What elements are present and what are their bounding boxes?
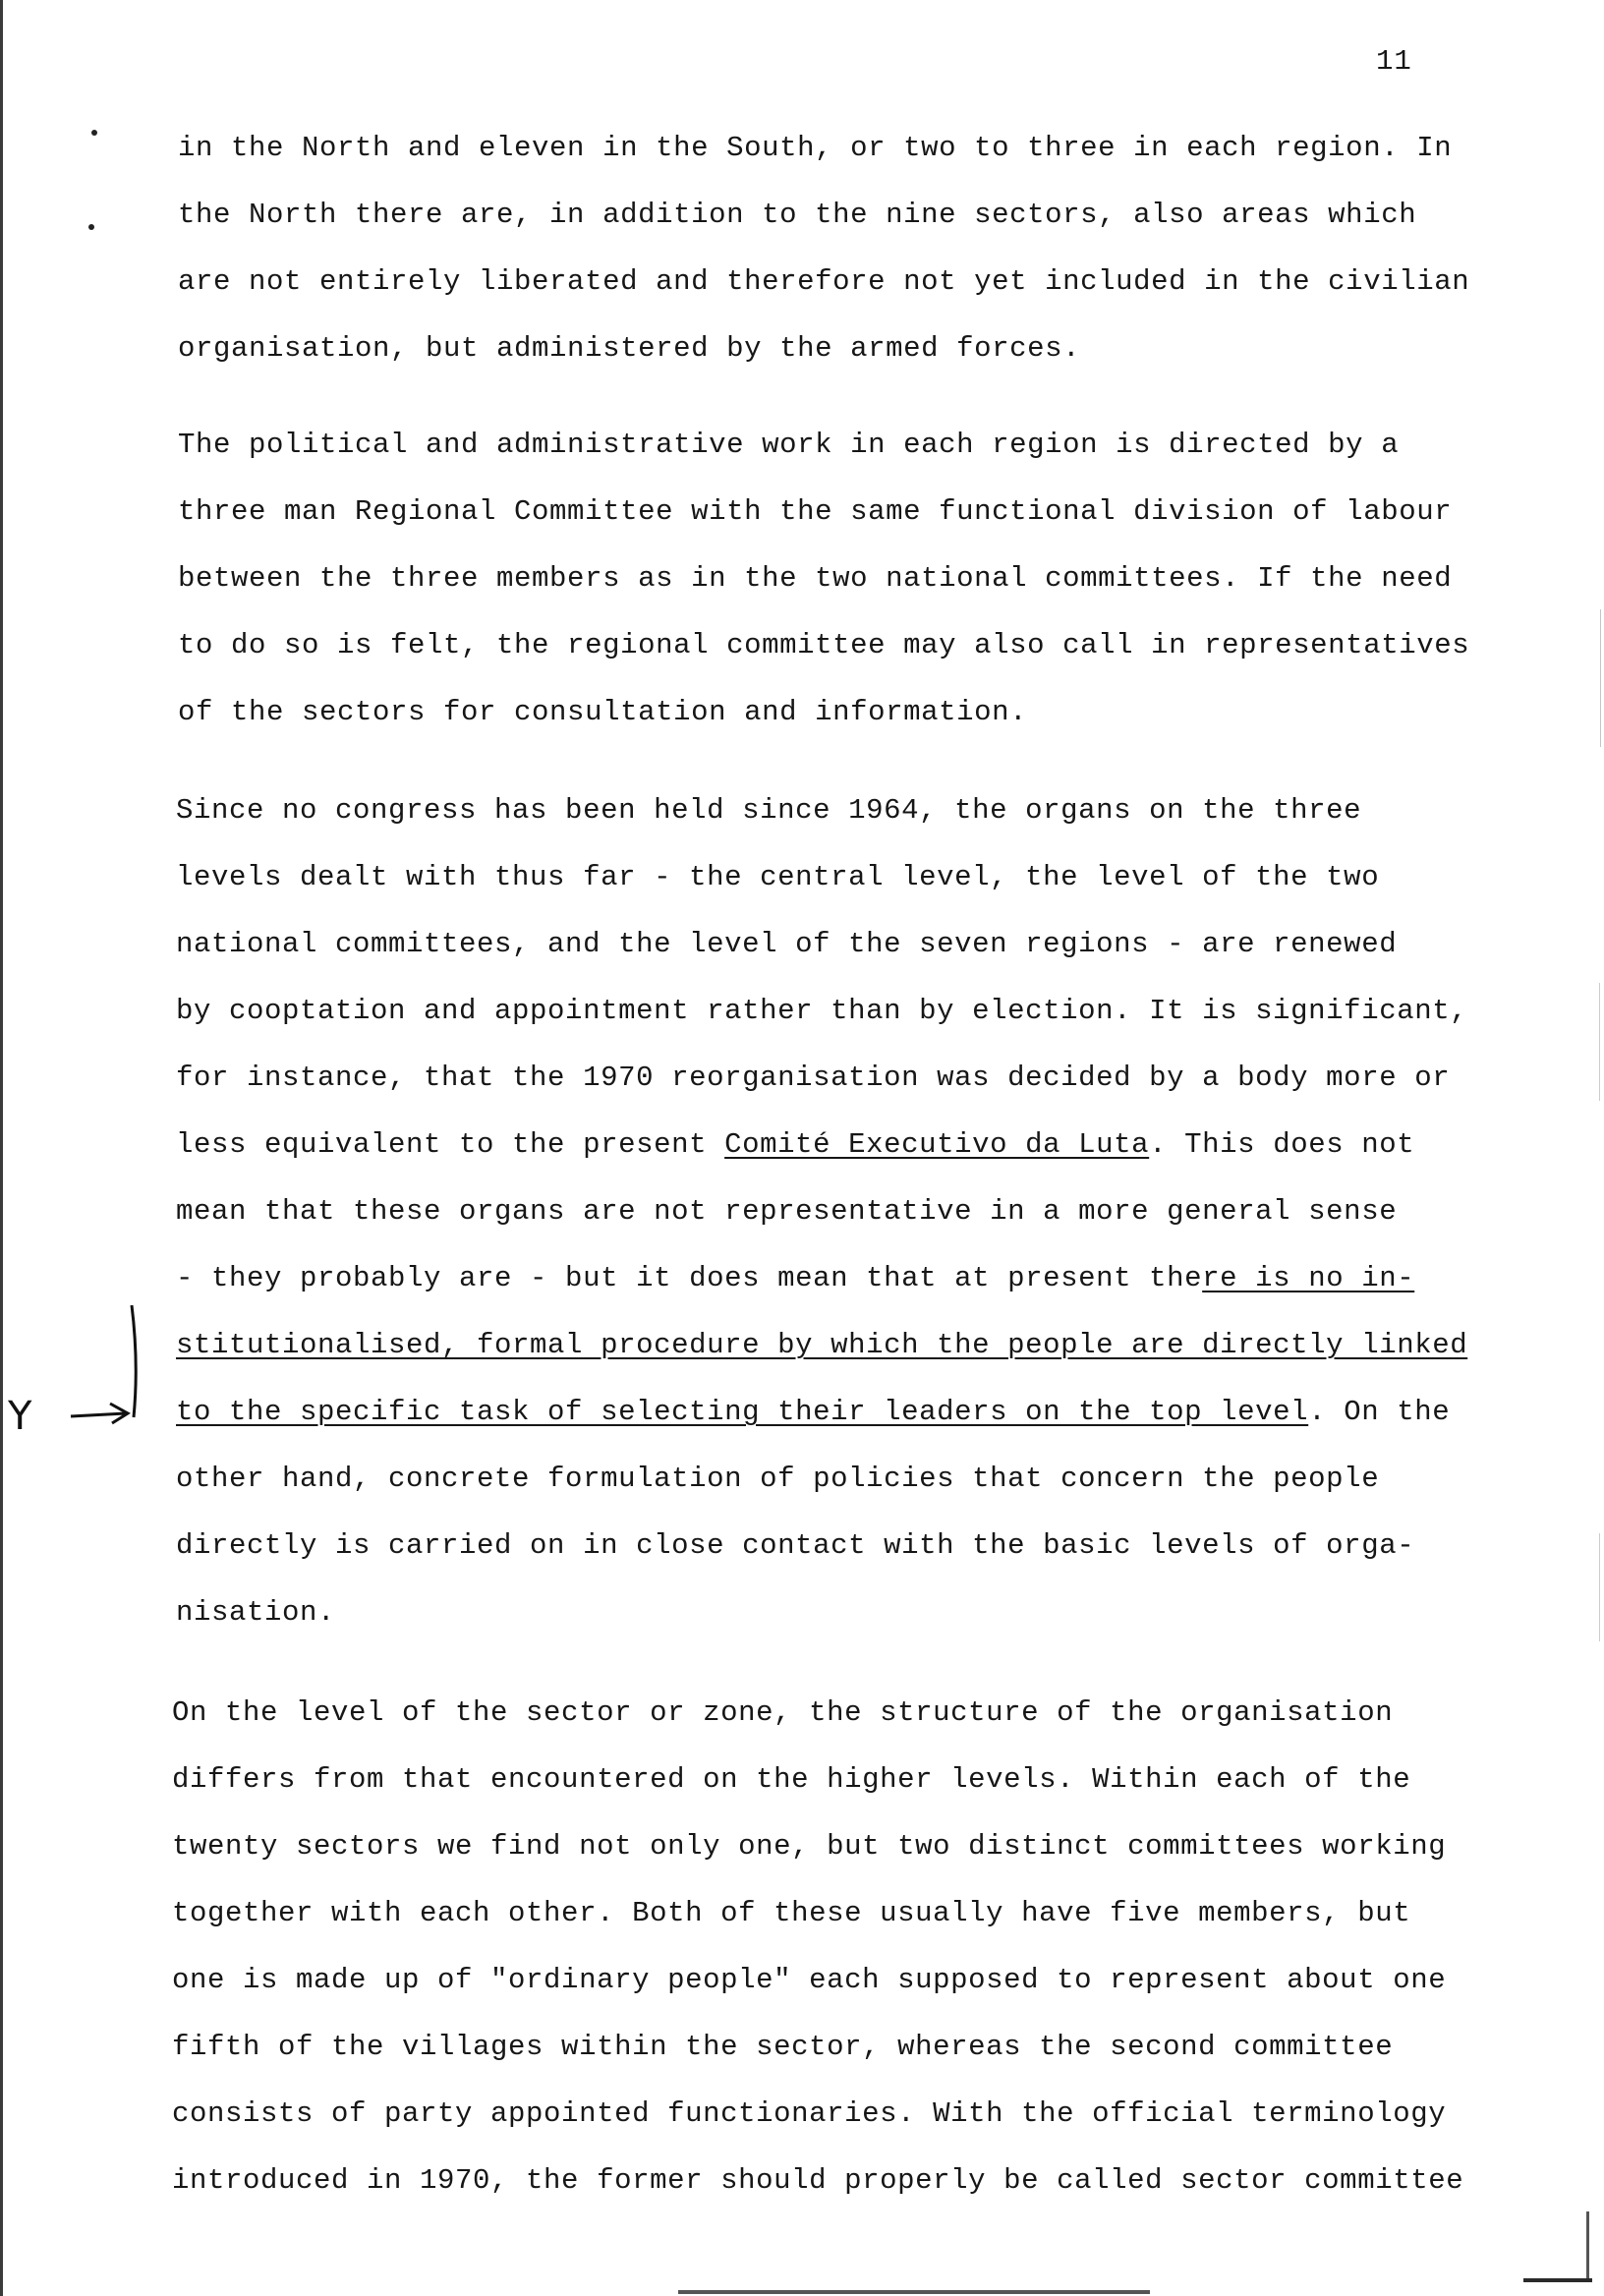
text-line: in the North and eleven in the South, or two to three in each region. In [178, 132, 1453, 164]
text-line: levels dealt with thus far - the central level, the level of the two [176, 861, 1380, 893]
scan-artifact [1599, 1533, 1600, 1641]
margin-dot [88, 224, 94, 230]
text-line: are not entirely liberated and therefore not yet included in the civilian [178, 265, 1470, 298]
scan-artifact [1523, 2278, 1592, 2282]
text-run: less equivalent to the present [176, 1128, 725, 1161]
text-line: twenty sectors we find not only one, but two distinct committees working [172, 1830, 1447, 1863]
text-line: between the three members as in the two national committees. If the need [178, 562, 1453, 595]
text-line [176, 1128, 1414, 1162]
page-number: 11 [1376, 45, 1412, 78]
text-line: organisation, but administered by the armed forces. [178, 332, 1081, 365]
text-line [176, 1262, 1414, 1295]
underlined-term: Comité Executivo da Luta [724, 1128, 1150, 1161]
text-line: by cooptation and appointment rather than by election. It is significant, [176, 995, 1468, 1027]
underlined-passage: to the specific task of selecting their leaders on the top level [176, 1396, 1309, 1428]
arrow-mark [71, 1404, 128, 1423]
text-line: three man Regional Committee with the same functional division of labour [178, 495, 1453, 528]
text-line: fifth of the villages within the sector, whereas the second committee [172, 2031, 1394, 2063]
text-line: together with each other. Both of these usually have five members, but [172, 1897, 1411, 1929]
text-line: introduced in 1970, the former should properly be called sector committee [172, 2164, 1464, 2197]
text-line: consists of party appointed functionaries. With the official terminology [172, 2097, 1447, 2130]
margin-letter: Y [8, 1394, 32, 1439]
scan-artifact [1586, 2211, 1589, 2280]
text-line: one is made up of "ordinary people" each supposed to represent about one [172, 1964, 1447, 1996]
scan-artifact [1600, 609, 1601, 747]
page-left-edge [0, 0, 3, 2296]
text-line: The political and administrative work in each region is directed by a [178, 429, 1400, 461]
scan-artifact [1599, 983, 1600, 1101]
text-line: the North there are, in addition to the nine sectors, also areas which [178, 199, 1417, 231]
underlined-passage: re is no in- [1202, 1262, 1415, 1294]
text-line: On the level of the sector or zone, the structure of the organisation [172, 1696, 1394, 1729]
text-line: differs from that encountered on the higher levels. Within each of the [172, 1763, 1411, 1796]
margin-dot [91, 130, 97, 136]
text-line: to do so is felt, the regional committee may also call in representatives [178, 629, 1470, 661]
text-line: Since no congress has been held since 1964, the organs on the three [176, 794, 1362, 827]
text-line: nisation. [176, 1596, 336, 1629]
scan-artifact [678, 2290, 1150, 2294]
text-run: . This does not [1149, 1128, 1415, 1161]
text-line: other hand, concrete formulation of policies that concern the people [176, 1463, 1380, 1495]
text-run: - they probably are - but it does mean that at present the [176, 1262, 1203, 1294]
underlined-passage: stitutionalised, formal procedure by which the people are directly linked [176, 1329, 1468, 1361]
bracket-mark [132, 1305, 136, 1417]
text-run: . On the [1308, 1396, 1451, 1428]
text-line [176, 1396, 1450, 1429]
text-line: national committees, and the level of the seven regions - are renewed [176, 928, 1398, 960]
text-line: mean that these organs are not representative in a more general sense [176, 1195, 1398, 1228]
text-line: of the sectors for consultation and information. [178, 696, 1028, 728]
text-line: for instance, that the 1970 reorganisation was decided by a body more or [176, 1062, 1451, 1094]
text-line: directly is carried on in close contact with the basic levels of orga- [176, 1529, 1415, 1562]
